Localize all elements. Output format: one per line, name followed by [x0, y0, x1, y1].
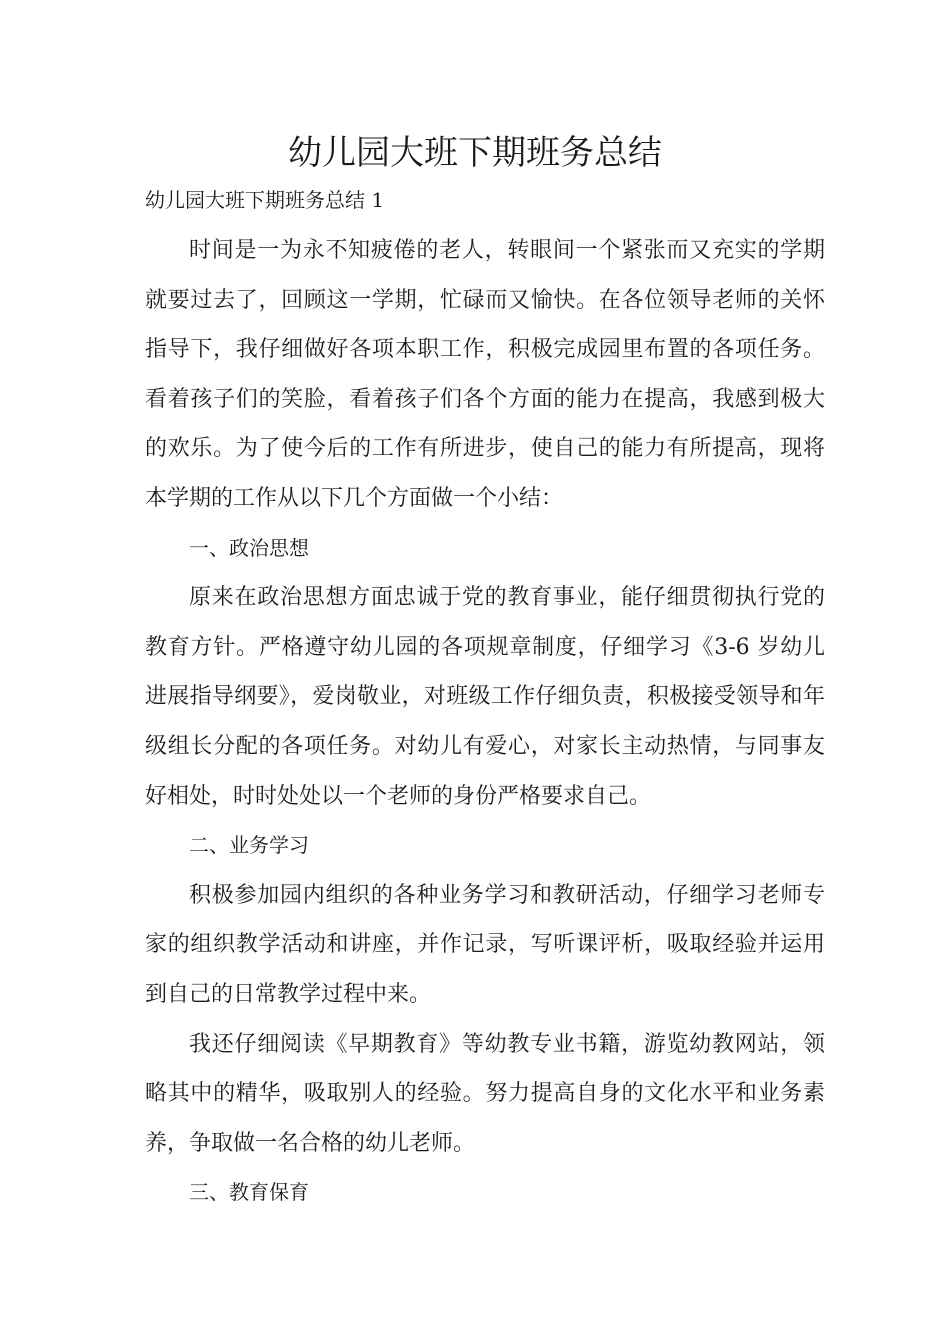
section-politics-paragraph: 原来在政治思想方面忠诚于党的教育事业，能仔细贯彻执行党的教育方针。严格遵守幼儿园的各项规章制度，仔细学习《3-6 岁幼儿进展指导纲要》，爱岗敬业，对班级工作仔细负责，积极接受领导和年级组长分配的各项任务。对幼儿有爱心，对家长主动热情，与同事友好相处，时时处处以一个老师的身份严格要求自己。	[145, 585, 825, 809]
section-heading-education: 三、教育保育	[189, 1180, 309, 1205]
section-study-paragraph-1: 积极参加园内组织的各种业务学习和教研活动，仔细学习老师专家的组织教学活动和讲座，并作记录，写听课评析，吸取经验并运用到自己的日常教学过程中来。	[145, 882, 825, 1007]
section-study-paragraph-2: 我还仔细阅读《早期教育》等幼教专业书籍，游览幼教网站，领略其中的精华，吸取别人的经验。努力提高自身的文化水平和业务素养，争取做一名合格的幼儿老师。	[145, 1031, 825, 1156]
document-title: 幼儿园大班下期班务总结	[288, 133, 662, 173]
section-heading-study: 二、业务学习	[189, 833, 309, 858]
intro-paragraph: 时间是一为永不知疲倦的老人，转眼间一个紧张而又充实的学期就要过去了，回顾这一学期，忙碌而又愉快。在各位领导老师的关怀指导下，我仔细做好各项本职工作，积极完成园里布置的各项任务。看着孩子们的笑脸，看着孩子们各个方面的能力在提高，我感到极大的欢乐。为了使今后的工作有所进步，使自己的能力有所提高，现将本学期的工作从以下几个方面做一个小结：	[145, 238, 825, 511]
document-subtitle: 幼儿园大班下期班务总结 1	[145, 188, 385, 212]
section-heading-politics: 一、政治思想	[189, 535, 309, 560]
document-body	[145, 226, 825, 1218]
